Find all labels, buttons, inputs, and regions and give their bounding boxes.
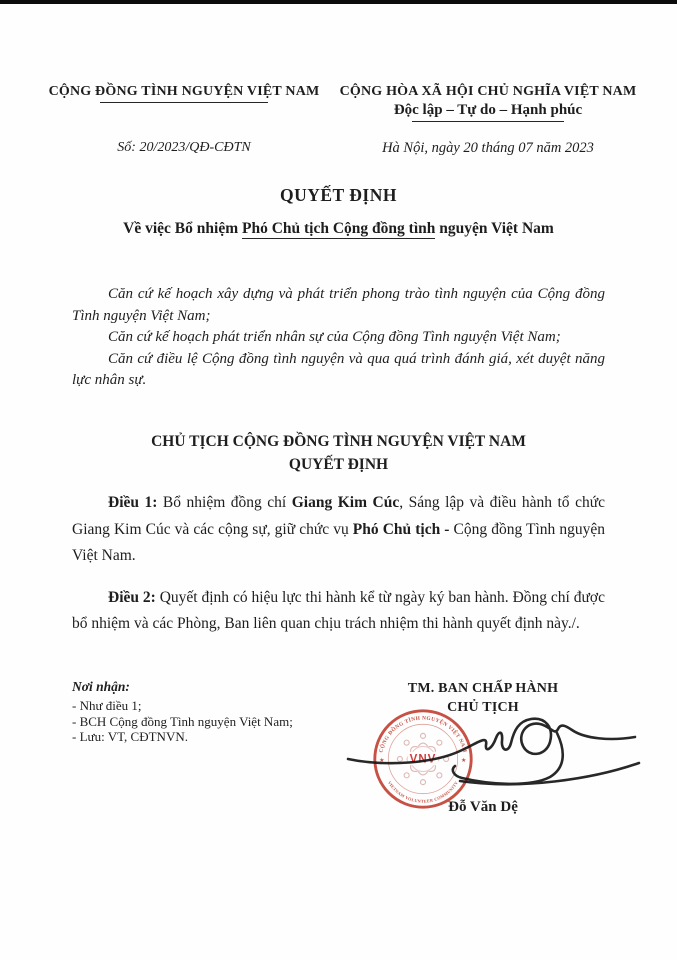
signer-name: Đỗ Văn Dệ: [448, 799, 518, 815]
signature-authority-line2: CHỦ TỊCH: [447, 700, 519, 715]
organization-name: CỘNG ĐỒNG TÌNH NGUYỆN VIỆT NAM: [48, 84, 320, 99]
header-left-column: [38, 84, 330, 122]
article-1-text: Bổ nhiệm đồng chí: [157, 494, 292, 511]
article-2-text: Quyết định có hiệu lực thi hành kể từ ngày ký ban hành. Đồng chí được bổ nhiệm và các Phòng, Ban liên quan chịu trách nhiệm thi hành quyết định này./.: [72, 588, 605, 632]
scan-top-edge: [0, 0, 677, 4]
recipients-label: Nơi nhận:: [72, 679, 130, 694]
document-header: [38, 84, 646, 122]
article-1-text: , Sáng lập và điều hành tổ chức Giang Kim Cúc và các cộng sự, giữ chức vụ: [72, 494, 605, 538]
subtitle-pre: Về việc Bổ nhiệm: [123, 220, 242, 237]
stamp-star-left-icon: ★: [379, 757, 385, 764]
header-right-rule: [412, 121, 564, 122]
national-motto-line2: Độc lập – Tự do – Hạnh phúc: [393, 102, 583, 118]
stamp-top-arc-text: CỘNG ĐỒNG TÌNH NGUYỆN VIỆT NAM: [378, 715, 468, 754]
header-left-rule: [100, 102, 268, 103]
appointee-role: Phó Chủ tịch -: [352, 520, 450, 538]
decree-heading: [0, 430, 677, 476]
preamble-paragraph: Căn cứ điều lệ Cộng đồng tình nguyện và qua quá trình đánh giá, xét duyệt năng lực nhân sự.: [72, 350, 605, 388]
stamp-star-right-icon: ★: [461, 757, 467, 764]
recipients-block: [72, 679, 322, 745]
articles-section: [72, 490, 605, 653]
article-1-text: Cộng đồng Tình nguyện Việt Nam.: [72, 520, 605, 564]
place-and-date: Hà Nội, ngày 20 tháng 07 năm 2023: [382, 140, 594, 156]
stamp-center-text: VNV: [409, 753, 437, 766]
handwritten-signature: [342, 700, 644, 802]
article-1: [72, 490, 605, 570]
preamble-section: [72, 284, 605, 392]
header-right-column: [330, 84, 646, 122]
national-motto-line1: CỘNG HÒA XÃ HỘI CHỦ NGHĨA VIỆT NAM: [339, 84, 637, 99]
reference-row: [38, 140, 646, 157]
recipient-item: - BCH Cộng đồng Tình nguyện Việt Nam;: [72, 713, 293, 729]
preamble-paragraph: Căn cứ kế hoạch xây dựng và phát triển phong trào tình nguyện của Cộng đồng Tình nguyện Việt Nam;: [72, 286, 605, 324]
signature-authority-line1: TM. BAN CHẤP HÀNH: [407, 681, 559, 696]
decree-heading-line1: CHỦ TỊCH CỘNG ĐỒNG TÌNH NGUYỆN VIỆT NAM: [151, 433, 526, 450]
appointee-name: Giang Kim Cúc: [291, 494, 400, 511]
subtitle-underlined: Phó Chủ tịch Cộng đồng tình: [242, 220, 436, 237]
subtitle-post: nguyện Việt Nam: [435, 220, 554, 237]
recipient-item: - Lưu: VT, CĐTNVN.: [72, 729, 188, 744]
recipient-item: - Như điều 1;: [72, 698, 142, 713]
document-number: Số: 20/2023/QĐ-CĐTN: [117, 140, 251, 155]
article-1-label: Điều 1:: [108, 494, 158, 511]
preamble-paragraph: Căn cứ kế hoạch phát triển nhân sự của Cộng đồng Tình nguyện Việt Nam;: [108, 329, 561, 345]
decree-heading-line2: QUYẾT ĐỊNH: [288, 456, 389, 473]
article-2-label: Điều 2:: [108, 588, 156, 606]
article-2: [72, 585, 605, 638]
document-subtitle: [0, 220, 677, 238]
stamp-bottom-arc-text: VIETNAM VOLUNTEER COMMUNITY: [386, 780, 460, 804]
document-title: QUYẾT ĐỊNH: [280, 185, 397, 205]
